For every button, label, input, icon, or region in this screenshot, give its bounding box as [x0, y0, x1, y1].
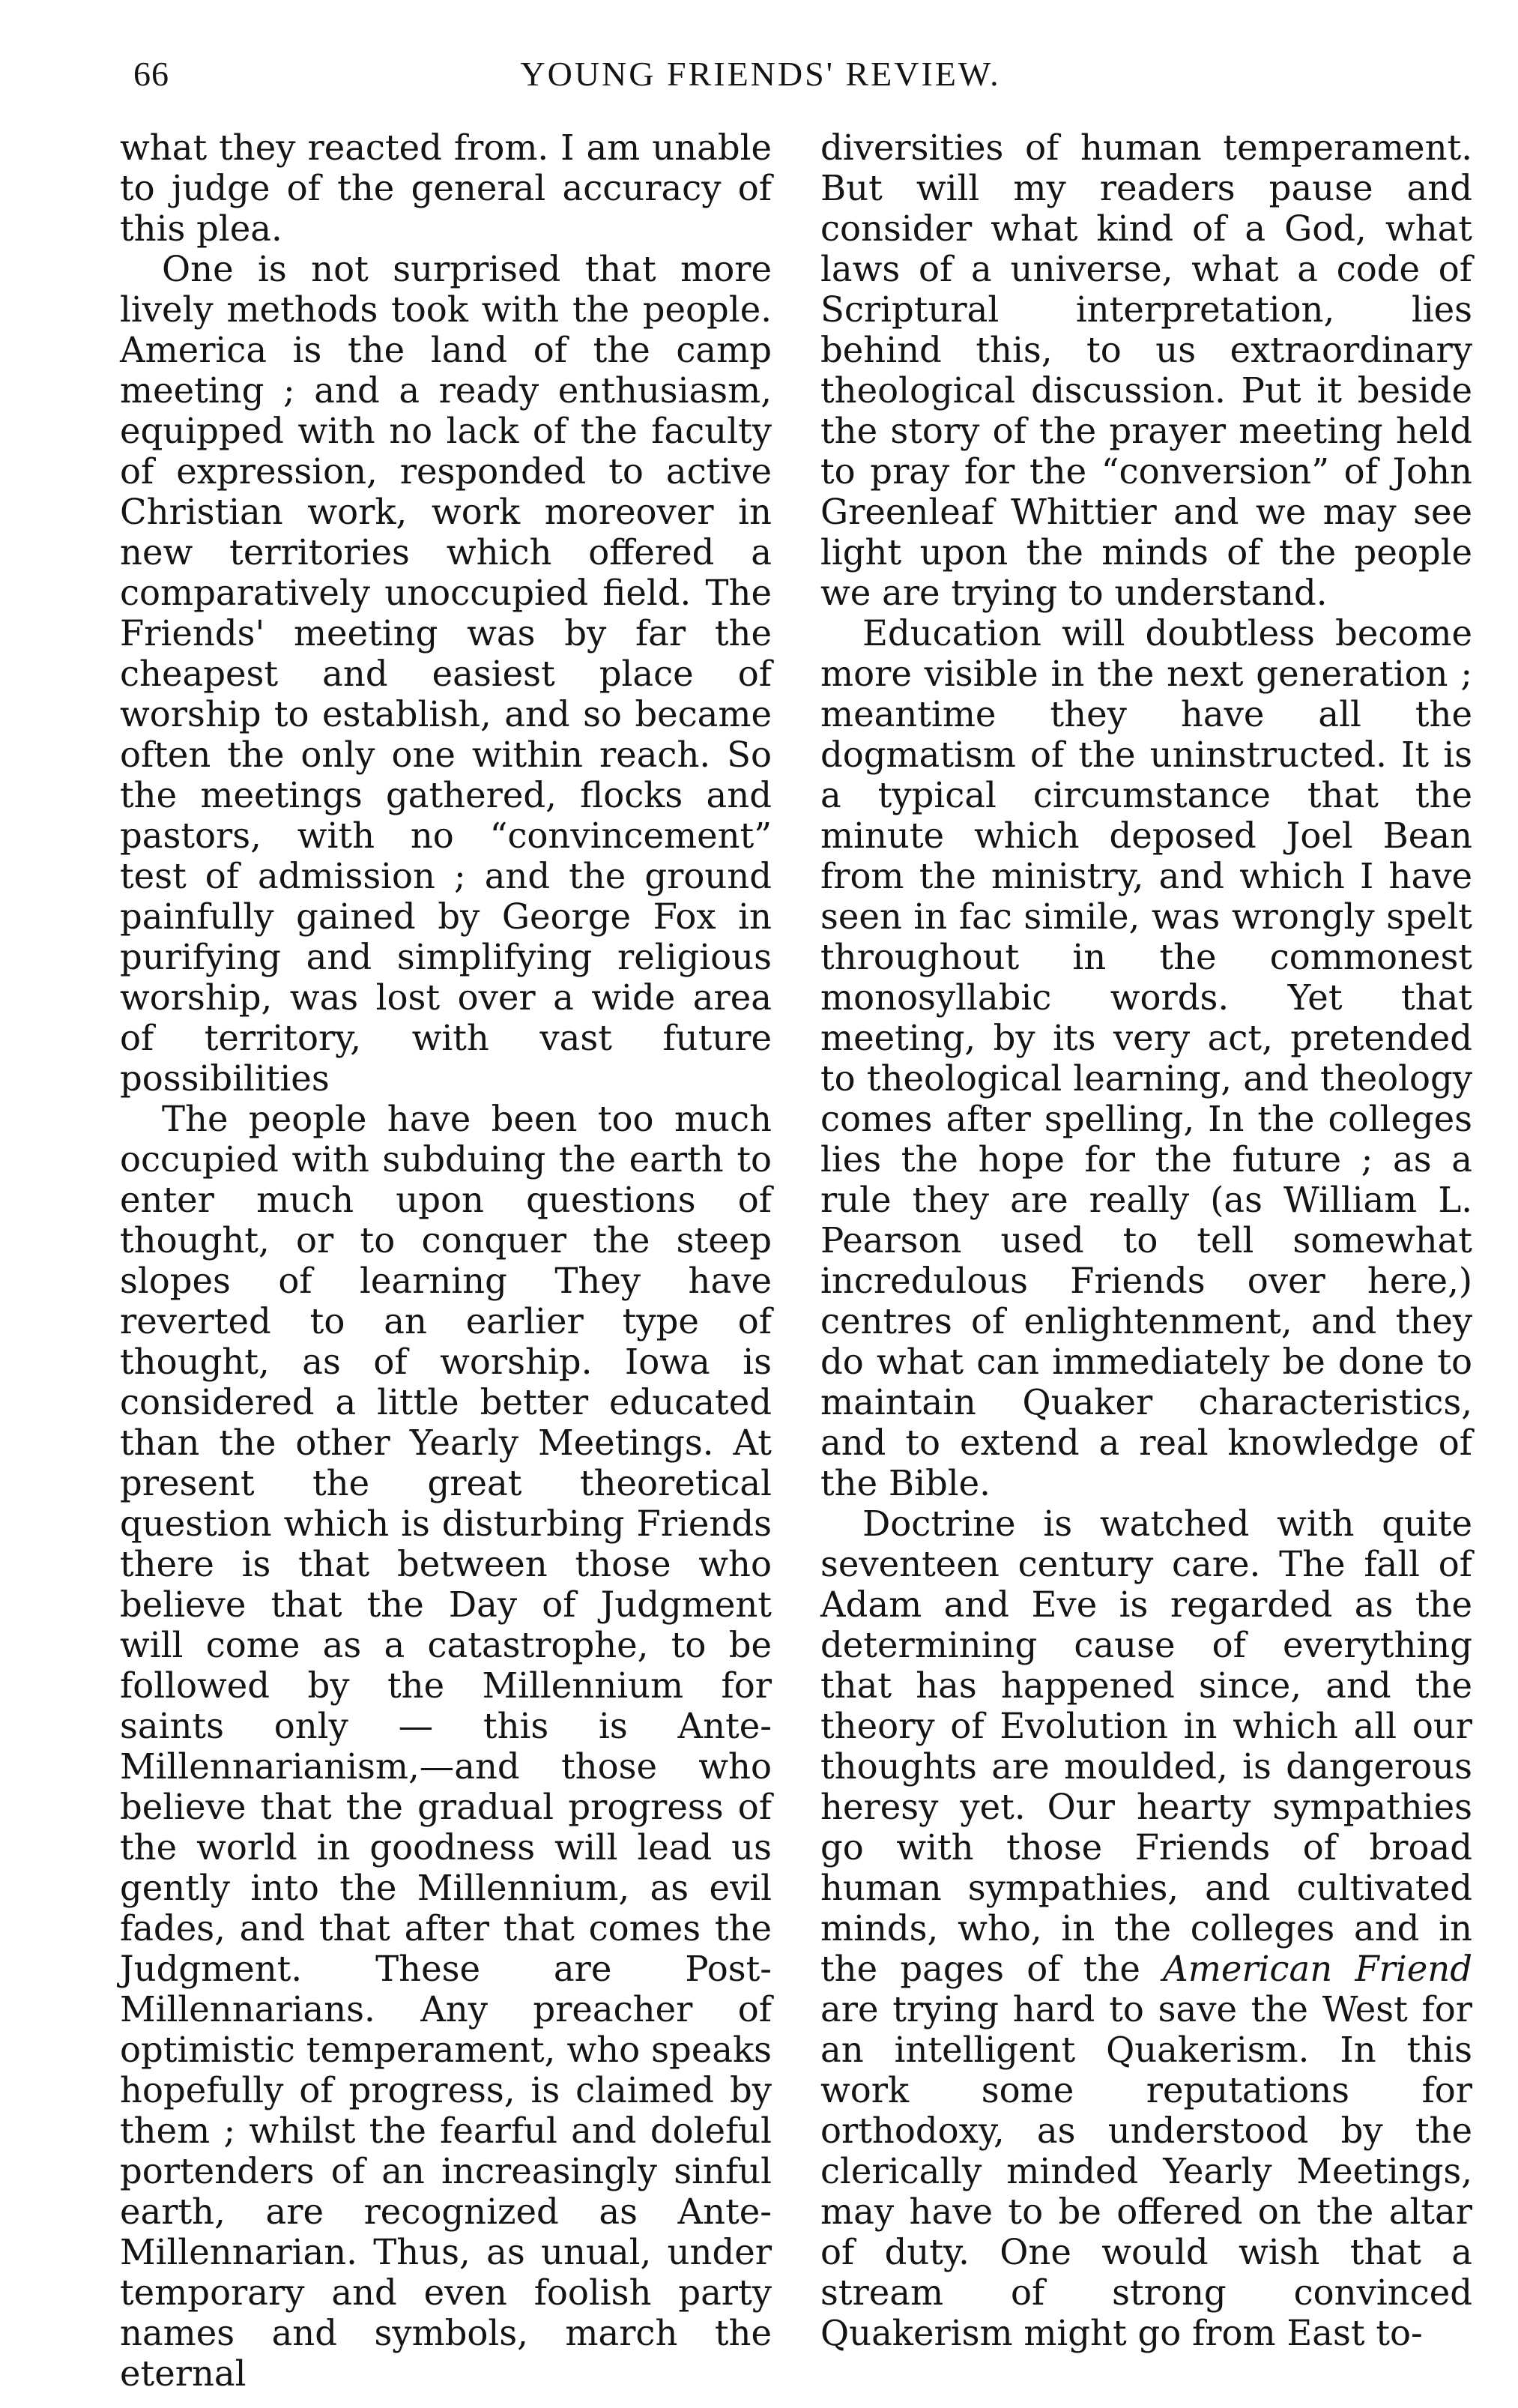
american-friend-title: American Friend: [1163, 1949, 1472, 1989]
paragraph-doctrine: [820, 1503, 1472, 2353]
paragraph-people-occupied: The people have been too much occupied with subduing the earth to enter much upon questions of thought, or to conquer the steep slopes of learning They have reverted to an earlier type of thought, as of worship. Iowa is considered a little better educated than the other Yearly Meetings. At present the great theoretical question which is disturbing Friends there is that between those who believe that the Day of Judgment will come as a catastrophe, to be followed by the Millennium for saints only — this is Ante-Millennarianism,—and those who believe that the gradual progress of the world in goodness will lead us gently into the Millennium, as evil fades, and that after that comes the Judgment. These are Post-Millennarians. Any preacher of optimistic temperament, who speaks hopefully of progress, is claimed by them ; whilst the fearful and doleful portenders of an increasingly sinful earth, are recognized as Ante-Millennarian. Thus, as unual, under temporary and even foolish party names and symbols, march the eternal: [120, 1099, 772, 2394]
paragraph-continuation: what they reacted from. I am unable to judge of the general accuracy of this plea.: [120, 127, 772, 249]
paragraph-education: Education will doubtless become more visible in the next generation ; meantime they have all the dogmatism of the uninstructed. It is a typical circumstance that the minute which deposed Joel Bean from the ministry, and which I have seen in fac simile, was wrongly spelt throughout in the commonest monosyllabic words. Yet that meeting, by its very act, pretended to theological learning, and theology comes after spelling, In the colleges lies the hope for the future ; as a rule they are really (as William L. Pearson used to tell somewhat incredulous Friends over here,) centres of enlightenment, and they do what can immediately be done to maintain Quaker characteristics, and to extend a real knowledge of the Bible.: [820, 613, 1472, 1503]
left-column: [120, 127, 772, 2394]
right-column: [820, 127, 1472, 2353]
paragraph-lively-methods: One is not surprised that more lively methods took with the people. America is the land of the camp meeting ; and a ready enthusiasm, equipped with no lack of the faculty of expression, responded to active Christian work, work moreover in new territories which offered a comparatively unoccupied field. The Friends' meeting was by far the cheapest and easiest place of worship to establish, and so became often the only one within reach. So the meetings gathered, flocks and pastors, with no “convincement” test of admission ; and the ground painfully gained by George Fox in purifying and simplifying religious worship, was lost over a wide area of territory, with vast future possibilities: [120, 249, 772, 1099]
running-title: YOUNG FRIENDS' REVIEW.: [520, 55, 1001, 93]
doctrine-text-end: are trying hard to save the West for an intelligent Quakerism. In this work some reputations for orthodoxy, as understood by the clerically minded Yearly Meetings, may have to be offered on the altar of duty. One would wish that a stream of strong convinced Quakerism might go from East to-: [820, 1989, 1472, 2353]
doctrine-text-start: Doctrine is watched with quite seventeen century care. The fall of Adam and Eve is regarded as the determining cause of everything that has happened since, and the theory of Evolution in which all our thoughts are moulded, is dangerous heresy yet. Our hearty sympathies go with those Friends of broad human sympathies, and cultivated minds, who, in the colleges and in the pages of the: [820, 1503, 1472, 1989]
page-header: [127, 54, 1394, 106]
page-number: 66: [133, 55, 169, 93]
paragraph-diversities: diversities of human temperament. But will my readers pause and consider what kind of a God, what laws of a universe, what a code of Scriptural interpretation, lies behind this, to us extraordinary theological discussion. Put it beside the story of the prayer meeting held to pray for the “conversion” of John Greenleaf Whittier and we may see light upon the minds of the people we are trying to understand.: [820, 127, 1472, 613]
